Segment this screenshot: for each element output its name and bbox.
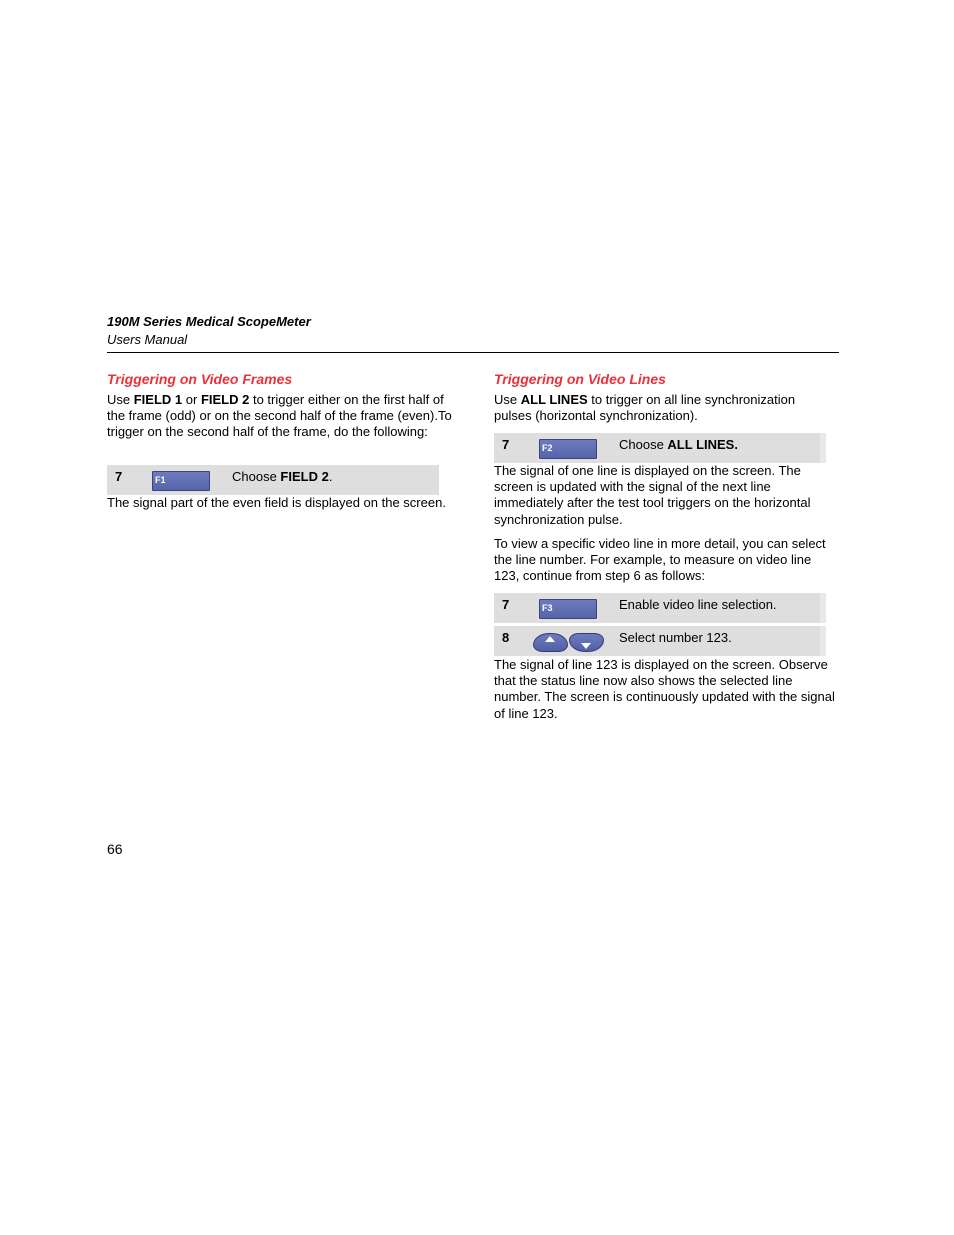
step-row-7-all-lines: [494, 433, 826, 463]
step-row-7-line-selection: [494, 593, 826, 623]
step-instruction: Choose ALL LINES.: [619, 437, 738, 452]
right-intro-paragraph: Use ALL LINES to trigger on all line synchronization pulses (horizontal synchronization).: [494, 392, 796, 424]
right-paragraph-4: The signal of line 123 is displayed on the screen. Observe that the status line now also shows the selected line number. The screen is continuously updated with the signal of line 123.: [494, 657, 835, 721]
section-title-video-lines: Triggering on Video Lines: [494, 371, 666, 387]
step-instruction: Choose FIELD 2.: [232, 469, 333, 484]
step-instruction: Enable video line selection.: [619, 597, 777, 612]
step-row-7-field2: [107, 465, 439, 495]
right-paragraph-2: The signal of one line is displayed on the screen. The screen is updated with the signal of the next line immediately after the test tool triggers on the horizontal synchronization pulse.: [494, 463, 811, 527]
left-intro-paragraph: Use FIELD 1 or FIELD 2 to trigger either on the first half of the frame (odd) or on the second half of the frame (even).To trigger on the second half of the frame, do the following:: [107, 392, 452, 440]
step-edge: [820, 433, 826, 463]
f3-key-icon[interactable]: F3: [539, 599, 597, 619]
section-title-video-frames: Triggering on Video Frames: [107, 371, 293, 387]
f2-key-icon[interactable]: F2: [539, 439, 597, 459]
page-number: 66: [107, 841, 123, 857]
step-row-8-select-number: [494, 626, 826, 656]
step-number: 7: [115, 469, 123, 484]
document-title: 190M Series Medical ScopeMeter: [107, 314, 311, 329]
step-number: 7: [502, 597, 510, 612]
f1-key-icon[interactable]: F1: [152, 471, 210, 491]
step-number: 8: [502, 630, 510, 645]
header-divider: [107, 352, 839, 353]
step-edge: [820, 593, 826, 623]
up-arrow-key-icon[interactable]: [533, 633, 568, 652]
step-edge: [820, 626, 826, 656]
document-subtitle: Users Manual: [107, 332, 188, 347]
down-arrow-key-icon[interactable]: [569, 633, 604, 652]
right-paragraph-3: To view a specific video line in more detail, you can select the line number. For example, to measure on video line 123, continue from step 6 as follows:: [494, 536, 826, 584]
step-instruction: Select number 123.: [619, 630, 732, 645]
left-after-paragraph: The signal part of the even field is displayed on the screen.: [107, 495, 446, 510]
step-number: 7: [502, 437, 510, 452]
